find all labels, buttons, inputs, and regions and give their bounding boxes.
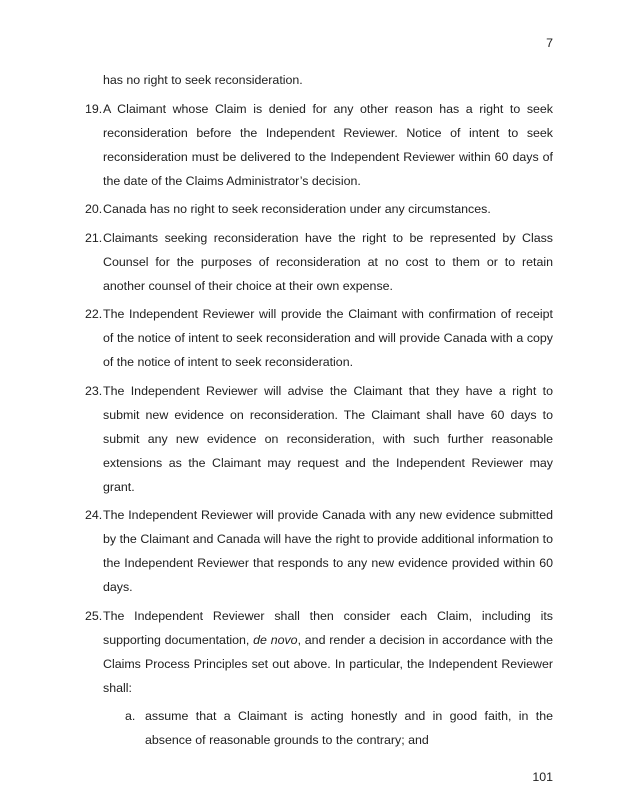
paragraph-20 xyxy=(85,197,553,221)
paragraph-22 xyxy=(85,302,553,374)
header-page-number: 7 xyxy=(546,36,553,50)
document-content xyxy=(85,68,553,757)
subitem-a xyxy=(125,704,553,752)
paragraph-24 xyxy=(85,503,553,599)
footer-page-number: 101 xyxy=(532,770,553,784)
paragraph-text: The Independent Reviewer shall then consider each Claim, including its supporting documentation, de novo, and render a decision in accordance with the Claims Process Principles set out above. In particular, the Independent Reviewer shall: xyxy=(103,608,554,695)
paragraph-number: 22. xyxy=(85,307,103,321)
paragraph-text: Canada has no right to seek reconsideration under any circumstances. xyxy=(103,202,491,216)
paragraph-25 xyxy=(85,604,553,700)
paragraph-23 xyxy=(85,379,553,499)
paragraph-number: 19. xyxy=(85,101,103,116)
paragraph-text: The Independent Reviewer will provide Canada with any new evidence submitted by the Claimant and Canada will have the right to provide additional information to the Independent Reviewer that responds to any new evidence provided within 60 days. xyxy=(103,508,553,594)
continuation-text: has no right to seek reconsideration. xyxy=(103,73,303,87)
paragraph-number: 23. xyxy=(85,383,103,398)
paragraph-text: A Claimant whose Claim is denied for any other reason has a right to seek reconsideration before the Independent Reviewer. Notice of intent to seek reconsideration must be delivered to the Independent Reviewer within 60 days of the date of the Claims Administrator’s decision. xyxy=(103,101,553,188)
subitem-text: assume that a Claimant is acting honestly and in good faith, in the absence of reasonable grounds to the contrary; and xyxy=(145,709,553,747)
paragraph-number: 20. xyxy=(85,202,103,216)
paragraph-text: Claimants seeking reconsideration have the right to be represented by Class Counsel for the purposes of reconsideration at no cost to them or to retain another counsel of their choice at their own expense. xyxy=(103,230,553,293)
paragraph-text: The Independent Reviewer will advise the Claimant that they have a right to submit new evidence on reconsideration. The Claimant shall have 60 days to submit any new evidence on reconsideration, with such further reasonable extensions as the Claimant may request and the Independent Reviewer may grant. xyxy=(103,383,553,494)
paragraph-text: The Independent Reviewer will provide the Claimant with confirmation of receipt of the notice of intent to seek reconsideration and will provide Canada with a copy of the notice of intent to seek reconsideration. xyxy=(103,307,553,369)
subitem-marker: a. xyxy=(125,709,136,723)
paragraph-21 xyxy=(85,226,553,298)
paragraph-number: 25. xyxy=(85,608,103,623)
paragraph-number: 21. xyxy=(85,230,103,245)
paragraph-number: 24. xyxy=(85,508,103,522)
paragraph-19 xyxy=(85,97,553,193)
